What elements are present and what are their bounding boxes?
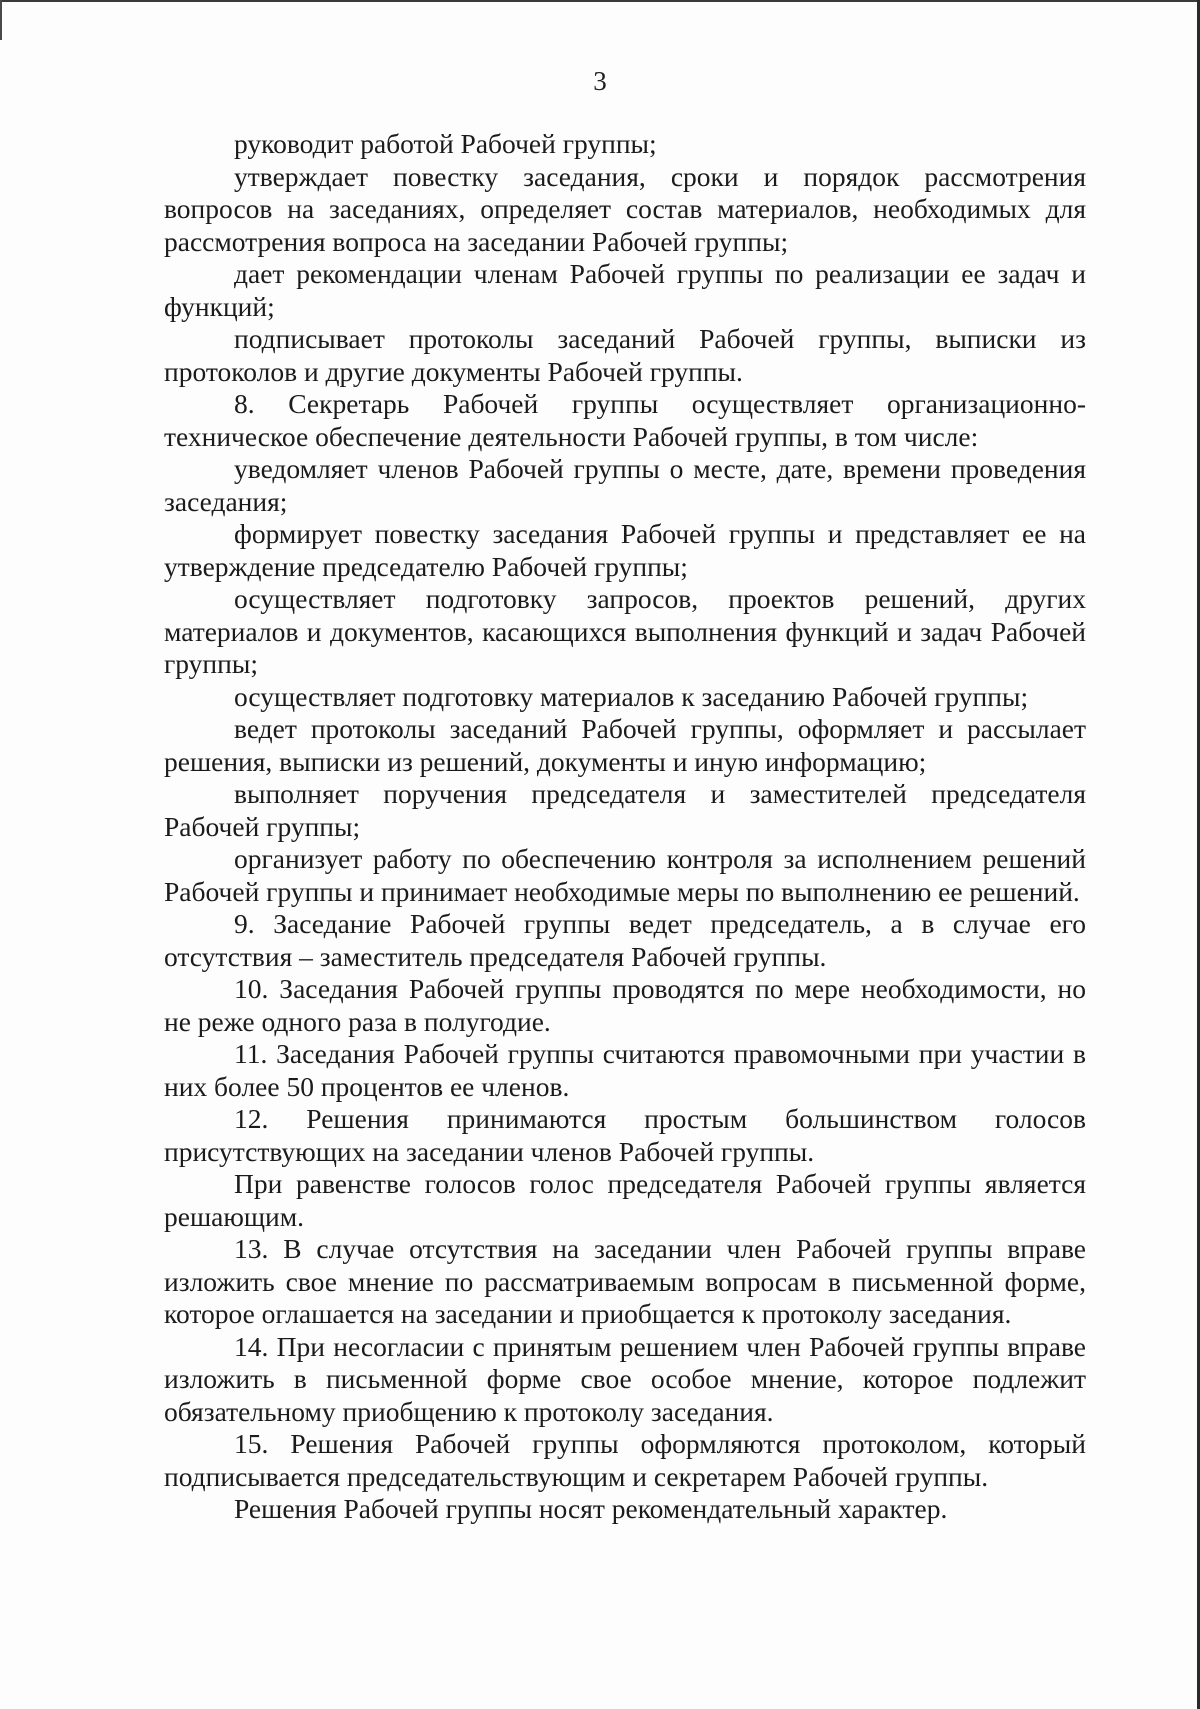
paragraph: формирует повестку заседания Рабочей группы и представляет ее на утверждение председателю Рабочей группы; bbox=[164, 518, 1086, 582]
paragraph: При равенстве голосов голос председателя Рабочей группы является решающим. bbox=[164, 1168, 1086, 1232]
paragraph: уведомляет членов Рабочей группы о месте, дате, времени проведения заседания; bbox=[164, 453, 1086, 517]
paragraph: 12. Решения принимаются простым большинством голосов присутствующих на заседании членов Рабочей группы. bbox=[164, 1103, 1086, 1167]
paragraph: дает рекомендации членам Рабочей группы по реализации ее задач и функций; bbox=[164, 258, 1086, 322]
page-number: 3 bbox=[593, 66, 607, 96]
document-body bbox=[164, 128, 1086, 1526]
paragraph: осуществляет подготовку материалов к заседанию Рабочей группы; bbox=[234, 680, 1029, 712]
paragraph: ведет протоколы заседаний Рабочей группы, оформляет и рассылает решения, выписки из решений, документы и иную информацию; bbox=[164, 713, 1086, 777]
paragraph: 15. Решения Рабочей группы оформляются протоколом, который подписывается председательствующим и секретарем Рабочей группы. bbox=[164, 1428, 1086, 1492]
paragraph: руководит работой Рабочей группы; bbox=[234, 128, 657, 159]
paragraph: 10. Заседания Рабочей группы проводятся по мере необходимости, но не реже одного раза в полугодие. bbox=[164, 973, 1086, 1037]
paragraph: 8. Секретарь Рабочей группы осуществляет организационно-техническое обеспечение деятельности Рабочей группы, в том числе: bbox=[164, 388, 1086, 452]
paragraph: 11. Заседания Рабочей группы считаются правомочными при участии в них более 50 процентов ее членов. bbox=[164, 1038, 1086, 1102]
paragraph: Решения Рабочей группы носят рекомендательный характер. bbox=[234, 1493, 948, 1524]
paragraph: утверждает повестку заседания, сроки и порядок рассмотрения вопросов на заседаниях, определяет состав материалов, необходимых для рассмотрения вопроса на заседании Рабочей группы; bbox=[164, 160, 1086, 257]
paragraph: выполняет поручения председателя и заместителей председателя Рабочей группы; bbox=[164, 778, 1086, 842]
paragraph: осуществляет подготовку запросов, проектов решений, других материалов и документов, касающихся выполнения функций и задач Рабочей группы; bbox=[164, 583, 1086, 679]
scan-edge-top bbox=[0, 0, 1200, 2]
paragraph: 14. При несогласии с принятым решением член Рабочей группы вправе изложить в письменной форме свое особое мнение, которое подлежит обязательному приобщению к протоколу заседания. bbox=[164, 1330, 1086, 1427]
paragraph: организует работу по обеспечению контроля за исполнением решений Рабочей группы и принимает необходимые меры по выполнению ее решений. bbox=[164, 843, 1086, 907]
paragraph: 9. Заседание Рабочей группы ведет председатель, а в случае его отсутствия – заместитель председателя Рабочей группы. bbox=[164, 908, 1086, 972]
paragraph: подписывает протоколы заседаний Рабочей группы, выписки из протоколов и другие документы Рабочей группы. bbox=[164, 323, 1086, 387]
scan-edge-left bbox=[0, 0, 2, 40]
paragraph: 13. В случае отсутствия на заседании член Рабочей группы вправе изложить свое мнение по рассматриваемым вопросам в письменной форме, которое оглашается на заседании и приобщается к протоколу заседания. bbox=[164, 1233, 1086, 1329]
